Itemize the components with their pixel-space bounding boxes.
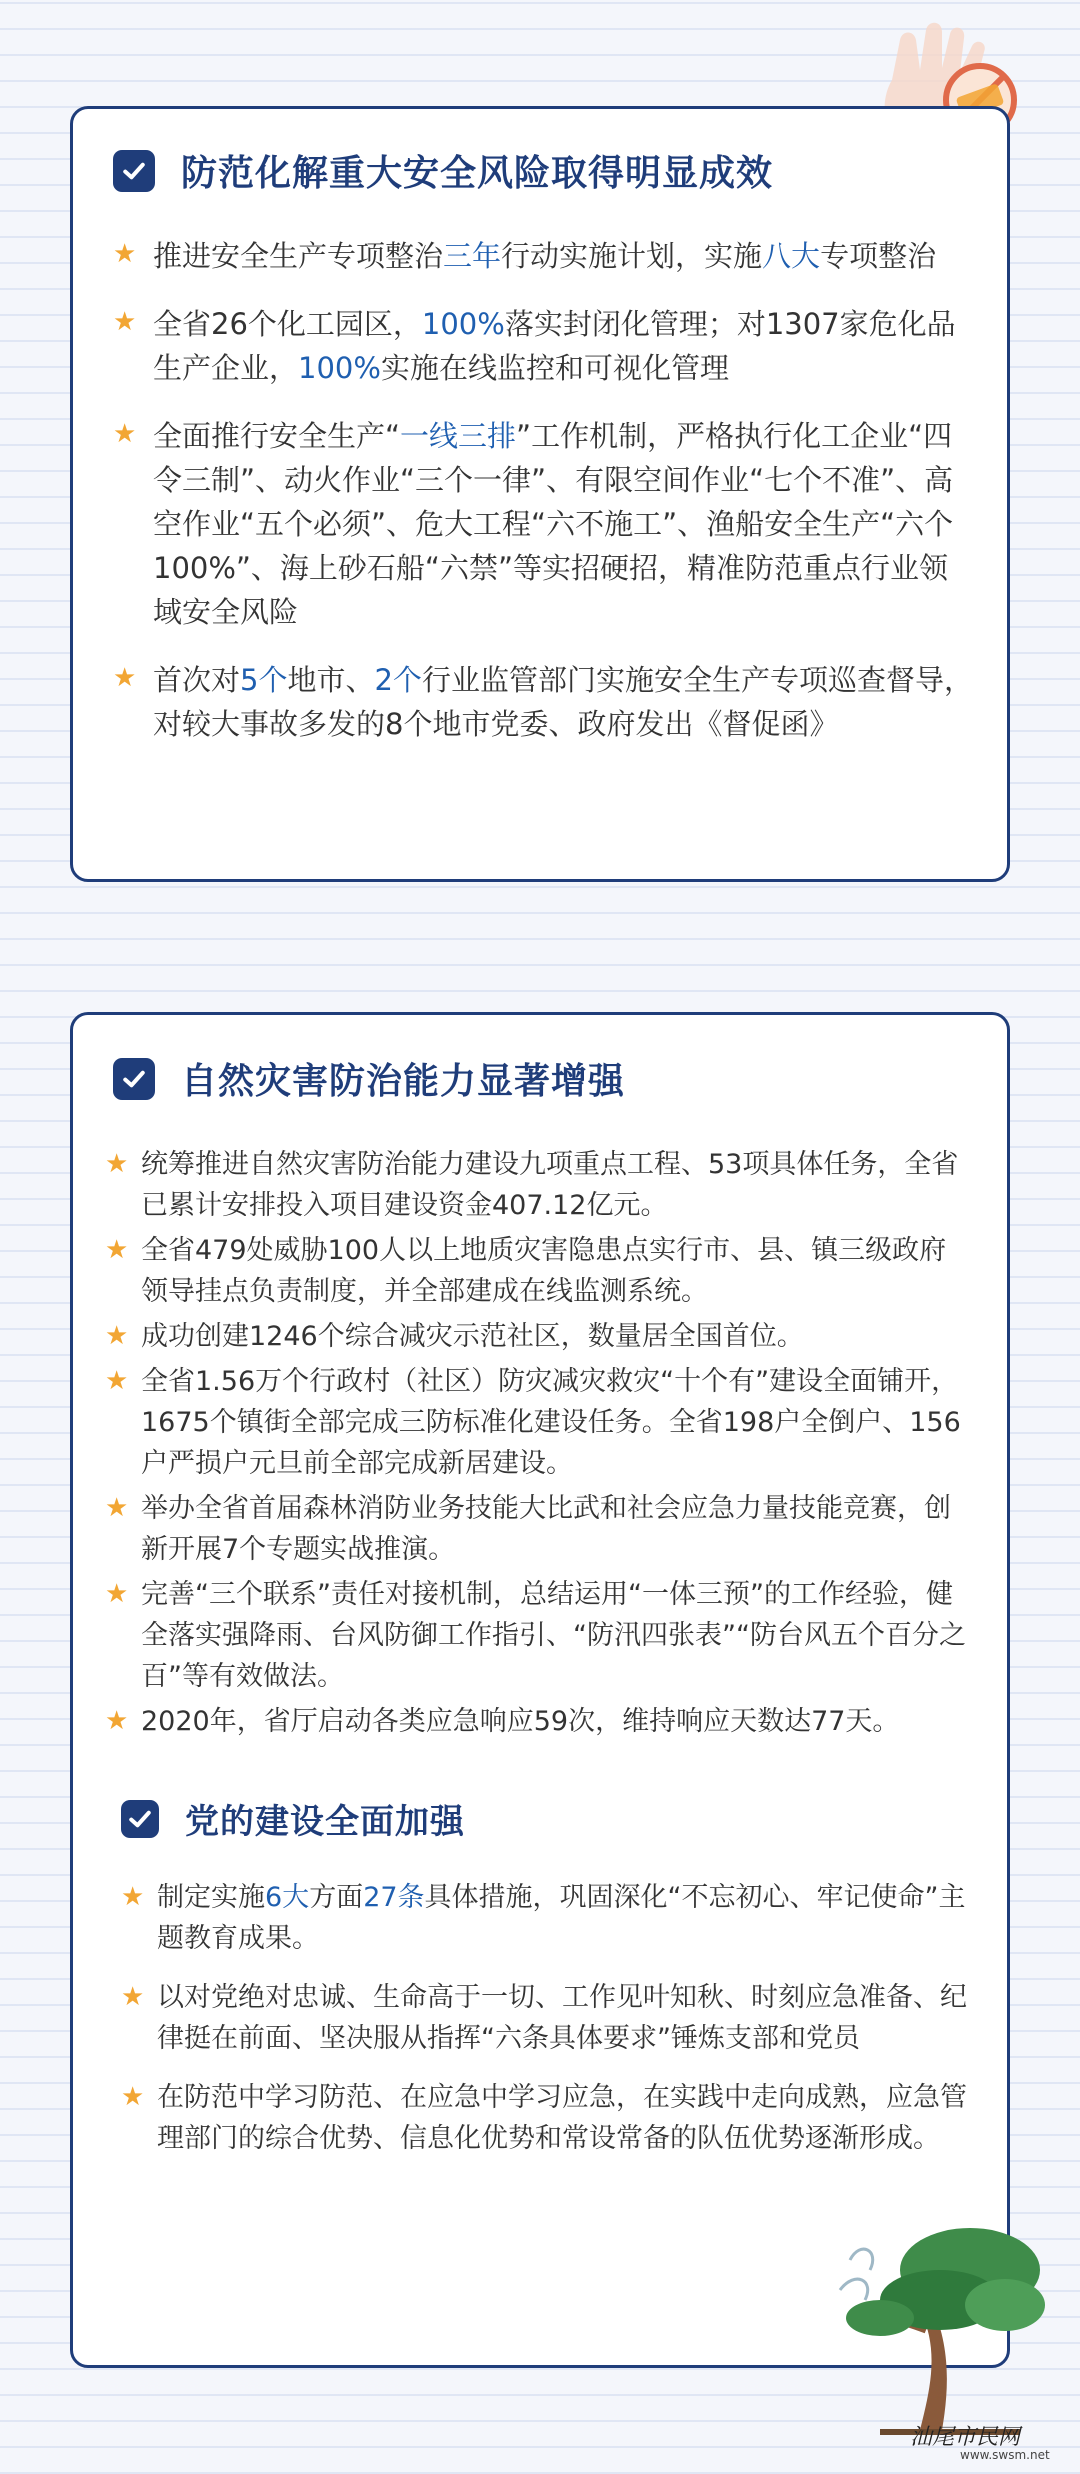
star-icon: ★: [113, 239, 137, 269]
list-item: ★ 制定实施6大方面27条具体措施，巩固深化“不忘初心、牢记使命”主题教育成果。: [101, 1877, 973, 1959]
check-icon: [121, 1800, 159, 1838]
star-icon: ★: [105, 1579, 129, 1609]
section-title: 自然灾害防治能力显著增强: [181, 1061, 626, 1102]
star-icon: ★: [121, 1882, 145, 1912]
star-icon: ★: [105, 1149, 129, 1179]
check-icon: [113, 150, 155, 192]
list-item: ★ 以对党绝对忠诚、生命高于一切、工作见叶知秋、时刻应急准备、纪律挺在前面、坚决服从指挥“六条具体要求”锤炼支部和党员: [101, 1977, 973, 2059]
list-item: ★ 成功创建1246个综合减灾示范社区，数量居全国首位。: [101, 1316, 973, 1357]
list-item: ★ 全省1.56万个行政村（社区）防灾减灾救灾“十个有”建设全面铺开，1675个镇街全部完成三防标准化建设任务。全省198户全倒户、156户严损户元旦前全部完成新居建设。: [101, 1361, 973, 1484]
list-item: ★ 全省479处威胁100人以上地质灾害隐患点实行市、县、镇三级政府领导挂点负责制度，并全部建成在线监测系统。: [101, 1230, 973, 1312]
star-icon: ★: [105, 1321, 129, 1351]
section-card-disaster: [70, 1012, 1010, 2368]
list-item: ★ 首次对5个地市、2个行业监管部门实施安全生产专项巡查督导，对较大事故多发的8个地市党委、政府发出《督促函》: [113, 658, 973, 746]
section-title: 党的建设全面加强: [185, 1802, 465, 1842]
star-icon: ★: [113, 419, 137, 449]
list-item: ★ 统筹推进自然灾害防治能力建设九项重点工程、53项具体任务，全省已累计安排投入项目建设资金407.12亿元。: [101, 1144, 973, 1226]
section-header: [113, 145, 973, 196]
star-icon: ★: [105, 1366, 129, 1396]
section-header: [101, 1053, 973, 1104]
watermark-logo: 汕尾市民网: [910, 2425, 1021, 2450]
watermark-url: www.swsm.net: [960, 2448, 1050, 2462]
list-item: ★ 举办全省首届森林消防业务技能大比武和社会应急力量技能竞赛，创新开展7个专题实战推演。: [101, 1488, 973, 1570]
bullet-list: [101, 1877, 973, 2159]
list-item: ★ 2020年，省厅启动各类应急响应59次，维持响应天数达77天。: [101, 1701, 973, 1742]
list-item: ★ 完善“三个联系”责任对接机制，总结运用“一体三预”的工作经验，健全落实强降雨、台风防御工作指引、“防汛四张表”“防台风五个百分之百”等有效做法。: [101, 1574, 973, 1697]
bullet-list: [101, 1144, 973, 1742]
star-icon: ★: [105, 1493, 129, 1523]
section-title: 防范化解重大安全风险取得明显成效: [181, 153, 774, 194]
list-item: ★ 全面推行安全生产“一线三排”工作机制，严格执行化工企业“四令三制”、动火作业“三个一律”、有限空间作业“七个不准”、高空作业“五个必须”、危大工程“六不施工”、渔船安全生产“六个100%”、海上砂石船“六禁”等实招硬招，精准防范重点行业领域安全风险: [113, 414, 973, 634]
list-item: ★ 推进安全生产专项整治三年行动实施计划，实施八大专项整治: [113, 234, 973, 278]
bullet-list: [113, 234, 973, 746]
star-icon: ★: [105, 1706, 129, 1736]
star-icon: ★: [121, 2082, 145, 2112]
list-item: ★ 在防范中学习防范、在应急中学习应急，在实践中走向成熟，应急管理部门的综合优势、信息化优势和常设常备的队伍优势逐渐形成。: [101, 2077, 973, 2159]
star-icon: ★: [105, 1235, 129, 1265]
list-item: ★ 全省26个化工园区，100%落实封闭化管理；对1307家危化品生产企业，100%实施在线监控和可视化管理: [113, 302, 973, 390]
star-icon: ★: [121, 1982, 145, 2012]
star-icon: ★: [113, 663, 137, 693]
section-card-risk: [70, 106, 1010, 882]
check-icon: [113, 1058, 155, 1100]
section-header: [101, 1794, 973, 1843]
windblown-tree-icon: [820, 2200, 1050, 2440]
star-icon: ★: [113, 307, 137, 337]
